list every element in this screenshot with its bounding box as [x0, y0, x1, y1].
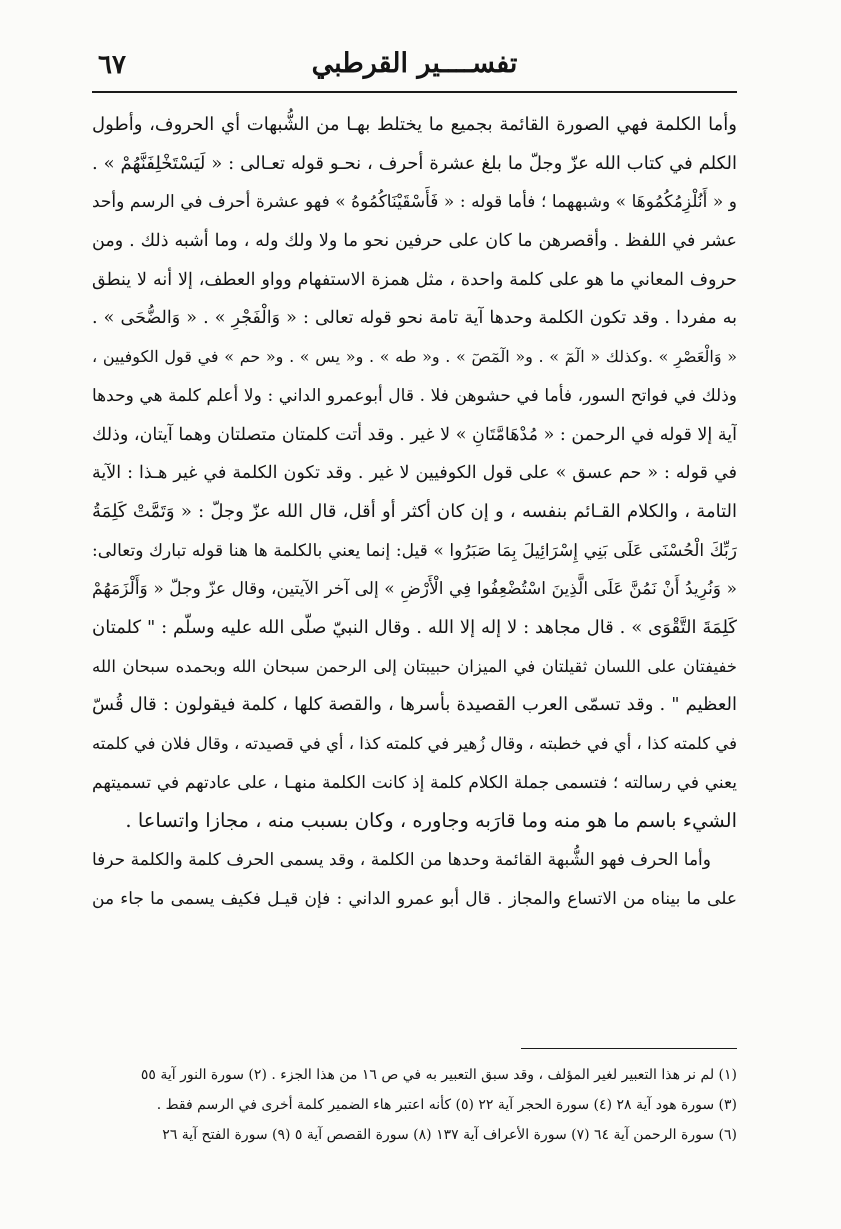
page-header — [92, 44, 737, 88]
text-line: و « أَنُلْزِمُكُمُوهَا » وشبههما ؛ فأما قوله : « فَأَسْقَيْنَاكُمُوهُ » فهو عشرة أحرف في الرسم وأحد — [92, 192, 737, 213]
text-line: عشر في اللفظ . وأقصرهن ما كان على حرفين نحو ما ولا ولك وله ، وما أشبه ذلك . ومن — [92, 231, 737, 252]
footnote-line: (٦) سورة الرحمن آية ٦٤ (٧) سورة الأعراف آية ١٣٧ (٨) سورة القصص آية ٥ (٩) سورة الفتح آية ٢٦ — [162, 1127, 737, 1143]
text-line: به مفردا . وقد تكون الكلمة وحدها آية تامة نحو قوله تعالى : « وَالْفَجْرِ » . « وَالضُّحَى » . — [92, 308, 737, 329]
body-text — [92, 106, 737, 1036]
text-line: آية إلا قوله في الرحمن : « مُدْهَامَّتَانِ » لا غير . وقد أتت كلمتان متصلتان وهما آيتان، وذلك — [92, 424, 737, 445]
footnote-line: (٣) سورة هود آية ٢٨ (٤) سورة الحجر آية ٢٢ (٥) كأنه اعتبر هاء الضمير كلمة أخرى في الرسم فقط . — [156, 1097, 737, 1113]
running-title: تفســــير القرطبي — [311, 48, 518, 79]
text-line: وأما الحرف فهو الشُّبهة القائمة وحدها من الكلمة ، وقد يسمى الحرف كلمة والكلمة حرفا — [92, 850, 711, 871]
text-line: في كلمته كذا ، أي في خطبته ، وقال زُهير في كلمته كذا ، أي في قصيدته ، وقال فلان في كلمته — [92, 734, 737, 753]
page-number: ٦٧ — [98, 50, 126, 80]
footnotes — [92, 1060, 737, 1160]
text-line: الشيء باسم ما هو منه وما قارَبه وجاوره ، وكان بسبب منه ، مجازا واتساعا . — [125, 809, 737, 833]
header-rule — [92, 91, 737, 93]
text-line: خفيفتان على اللسان ثقيلتان في الميزان حبيبتان إلى الرحمن سبحان الله وبحمده سبحان الله — [92, 656, 737, 676]
text-line: العظيم " . وقد تسمّى العرب القصيدة بأسرها ، والقصة كلها ، كلمة فيقولون : قال قُسّ — [92, 694, 737, 716]
text-line: الكلم في كتاب الله عزّ وجلّ ما بلغ عشرة أحرف ، نحـو قوله تعـالى : « لَيَسْتَخْلِفَنَّهُمْ » . — [92, 152, 737, 174]
text-line: وذلك في فواتح السور، فأما في حشوهن فلا . قال أبوعمرو الداني : ولا أعلم كلمة هي وحدها — [92, 385, 737, 406]
text-line: على ما بيناه من الاتساع والمجاز . قال أبو عمرو الداني : فإن قيـل فكيف يسمى ما جاء من — [92, 888, 737, 909]
text-line: حروف المعاني ما هو على كلمة واحدة ، مثل همزة الاستفهام وواو العطف، إلا أنه لا ينطق — [92, 269, 737, 290]
text-line: رَبِّكَ الْحُسْنَى عَلَى بَنِي إِسْرَائِيلَ بِمَا صَبَرُوا » قيل: إنما يعني بالكلمة ها هنا قوله تبارك وتعالى: — [92, 540, 737, 561]
text-line: كَلِمَةَ التَّقْوَى » . قال مجاهد : لا إله إلا الله . وقال النبيّ صلّى الله عليه وسلّم : " كلمتان — [92, 616, 737, 638]
text-line: في قوله : « حم عسق » على قول الكوفيين لا غير . وقد تكون الكلمة في غير هـذا : الآية — [92, 463, 737, 484]
footnote-rule — [521, 1048, 737, 1049]
text-line: وأما الكلمة فهي الصورة القائمة بجميع ما يختلط بهـا من الشُّبهات أي الحروف، وأطول — [92, 114, 737, 135]
text-line: التامة ، والكلام القـائم بنفسه ، و إن كان أكثر أو أقل، قال الله عزّ وجلّ : « وَتَمَّتْ كَلِمَةُ — [92, 500, 737, 522]
text-line: يعني في رسالته ؛ فتسمى جملة الكلام كلمة إذ كانت الكلمة منهـا ، على عادتهم في تسميتهم — [92, 772, 737, 793]
text-line: « وَالْعَصْرِ » .وكذلك « الٓمٓ » . و« الٓمٓصٓ » . و« طه » . و« يس » . و« حم » في قول الكوفيين ، — [92, 347, 737, 367]
text-line: « وَنُرِيدُ أَنْ نَمُنَّ عَلَى الَّذِينَ اسْتُضْعِفُوا فِي الْأَرْضِ » إلى آخر الآيتين، وقال عزّ وجلّ « وَأَلْزَمَهُمْ — [92, 579, 737, 600]
footnote-line: (١) لم نر هذا التعبير لغير المؤلف ، وقد سبق التعبير به في ص ١٦ من هذا الجزء . (٢) سورة النور آية ٥٥ — [140, 1067, 737, 1083]
